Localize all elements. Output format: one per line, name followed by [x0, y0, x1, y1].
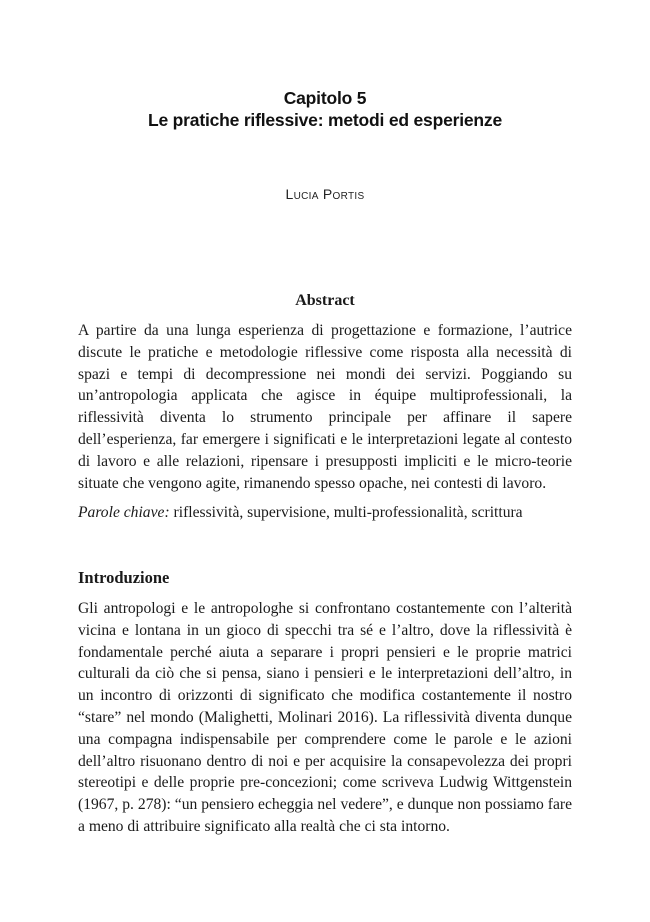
abstract-heading: Abstract [295, 292, 355, 309]
keywords-line [78, 502, 572, 524]
introduction-body: Gli antropologi e le antropologhe si confrontano costantemente con l’alterità vicina e lontana in un gioco di specchi tra sé e l’altro, dove la riflessività è fondamentale perché aiuta a separare i propri pensieri e le proprie matrici culturali da ciò che si pensa, siano i pensieri e le interpretazioni dell’altro, in un incontro di orizzonti di significato che modifica costantemente il nostro “stare” nel mondo (Malighetti, Molinari 2016). La riflessività diventa dunque una compagna indispensabile per comprendere come le parole e le azioni dell’altro risuonano dentro di noi e per acquisire la consapevolezza dei propri stereotipi e delle proprie pre-concezioni; come scriveva Ludwig Wittgenstein (1967, p. 278): “un pensiero echeggia nel vedere”, e dunque non possiamo fare a meno di attribuire significato alla realtà che ci sta intorno. [78, 600, 572, 835]
keywords-values: riflessività, supervisione, multi-professionalità, scrittura [169, 504, 523, 521]
abstract-body: A partire da una lunga esperienza di progettazione e formazione, l’autrice discute le pratiche e metodologie riflessive come risposta alla necessità di spazi e tempi di decompressione nei mondi dei servizi. Poggiando su un’antropologia applicata che agisce in équipe multiprofessionali, la riflessività diventa lo strumento principale per affinare il sapere dell’esperienza, far emergere i significati e le interpretazioni legate al contesto di lavoro e alle relazioni, ripensare i presupposti impliciti e le micro-teorie situate che vengono agite, rimanendo spesso opache, nei contesti di lavoro. [78, 322, 572, 492]
chapter-title: Le pratiche riflessive: metodi ed esperienze [148, 110, 502, 130]
chapter-number: Capitolo 5 [283, 88, 367, 108]
introduction-heading: Introduzione [78, 568, 170, 587]
keywords-label: Parole chiave: [78, 504, 170, 521]
author-name: Lucia Portis [285, 186, 365, 202]
